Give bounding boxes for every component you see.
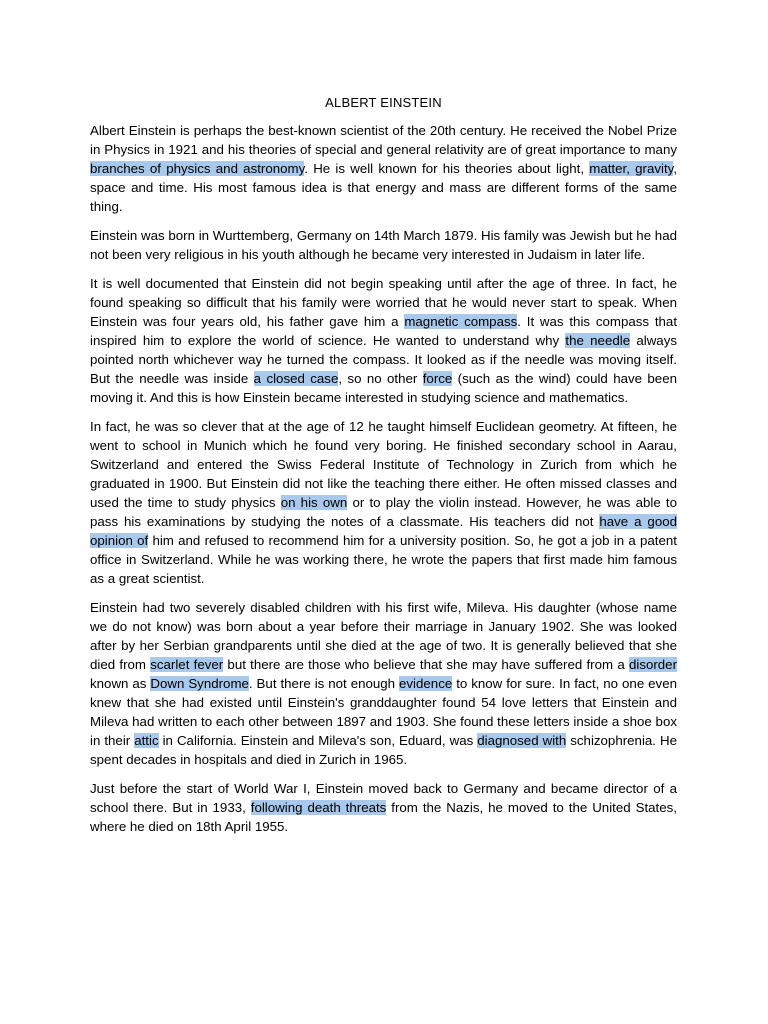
highlighted-phrase: attic xyxy=(134,733,159,748)
text-segment: schizophrenia. He spent decades in hospitals and died in Zurich in 1965. xyxy=(90,733,677,767)
text-segment: Just before the start of World War I, Einstein moved back to Germany and became director of a school there. But in 1933, xyxy=(90,781,677,815)
text-segment: to know for sure. In fact, no one even knew that she had existed until Einstein's granddaughter found 54 love letters that Einstein and Mileva had written to each other between 1897 and 1903. She found these letters inside a shoe box in their xyxy=(90,676,677,748)
text-segment: It is well documented that Einstein did not begin speaking until after the age of three. In fact, he found speaking so difficult that his family were worried that he would never start to speak. When Einstein was four years old, his father gave him a xyxy=(90,276,677,329)
highlighted-phrase: Down Syndrome xyxy=(150,676,249,691)
paragraph-1 xyxy=(90,121,677,216)
text-segment: . He is well known for his theories about light, xyxy=(304,161,590,176)
highlighted-phrase: disorder xyxy=(628,657,678,672)
text-segment: . But there is not enough xyxy=(248,676,400,691)
text-segment: but there are those who believe that she may have suffered from a xyxy=(223,657,629,672)
text-segment: known as xyxy=(90,676,151,691)
highlighted-phrase: have a good opinion of xyxy=(90,514,678,548)
highlighted-phrase: evidence xyxy=(399,676,453,691)
text-segment: In fact, he was so clever that at the age of 12 he taught himself Euclidean geometry. At fifteen, he went to school in Munich which he found very boring. He finished secondary school in Aarau, Switzerland and entered the Swiss Federal Institute of Technology in Zurich from which he graduated in 1900. But Einstein did not like the teaching there either. He often missed classes and used the time to study physics xyxy=(90,419,677,510)
text-segment: from the Nazis, he moved to the United States, where he died on 18th April 1955. xyxy=(90,800,677,834)
text-segment: Albert Einstein is perhaps the best-known scientist of the 20th century. He received the Nobel Prize in Physics in 1921 and his theories of special and general relativity are of great importance to many xyxy=(90,123,677,157)
document-body xyxy=(90,121,677,836)
text-segment: always pointed north whichever way he turned the compass. It looked as if the needle was moving itself. But the needle was inside xyxy=(90,333,678,386)
highlighted-phrase: force xyxy=(422,371,453,386)
highlighted-phrase: a closed case xyxy=(253,371,339,386)
text-segment: Einstein had two severely disabled children with his first wife, Mileva. His daughter (whose name we do not know) was born about a year before their marriage in January 1902. She was looked after by her Serbian grandparents until she died at the age of two. It is generally believed that she died from xyxy=(90,600,677,672)
highlighted-phrase: scarlet fever xyxy=(150,657,224,672)
highlighted-phrase: on his own xyxy=(280,495,348,510)
paragraph-2 xyxy=(90,226,677,264)
text-segment: , so no other xyxy=(338,371,423,386)
highlighted-phrase: following death threats xyxy=(250,800,387,815)
document-page xyxy=(90,93,677,846)
text-segment: him and refused to recommend him for a university position. So, he got a job in a patent office in Switzerland. While he was working there, he wrote the papers that first made him famous as a great scientist. xyxy=(90,533,677,586)
highlighted-phrase: matter, gravity xyxy=(589,161,674,176)
highlighted-phrase: diagnosed with xyxy=(477,733,567,748)
text-segment: Einstein was born in Wurttemberg, Germany on 14th March 1879. His family was Jewish but he had not been very religious in his youth although he became very interested in Judaism in later life. xyxy=(90,228,677,262)
highlighted-phrase: the needle xyxy=(565,333,631,348)
paragraph-5 xyxy=(90,598,677,769)
highlighted-phrase: magnetic compass xyxy=(404,314,518,329)
highlighted-phrase: branches of physics and astronomy xyxy=(90,161,305,176)
text-segment: , space and time. His most famous idea is that energy and mass are different forms of the same thing. xyxy=(90,161,678,214)
paragraph-6 xyxy=(90,779,677,836)
document-title: ALBERT EINSTEIN xyxy=(325,95,442,110)
text-segment: in California. Einstein and Mileva's son, Eduard, was xyxy=(158,733,478,748)
text-segment: (such as the wind) could have been moving it. And this is how Einstein became interested in studying science and mathematics. xyxy=(90,371,677,405)
paragraph-3 xyxy=(90,274,677,407)
text-segment: or to play the violin instead. However, he was able to pass his examinations by studying the notes of a classmate. His teachers did not xyxy=(90,495,677,529)
text-segment: . It was this compass that inspired him to explore the world of science. He wanted to understand why xyxy=(90,314,678,348)
paragraph-4 xyxy=(90,417,677,588)
